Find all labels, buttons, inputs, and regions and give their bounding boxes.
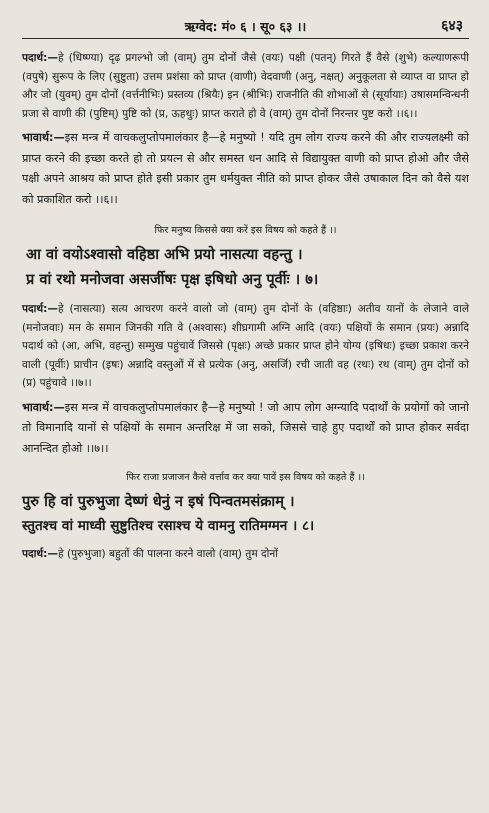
padartha-paragraph-6 [22, 49, 469, 123]
padartha-text: हे (नासत्या) सत्य आचरण करने वालो जो (वाम्) तुम दोनों के (वहिष्ठाः) अतीव यानों के लेजाने वाले (मनोजवाः) मन के समान जिनकी गति वे (अश्वासः) शीघ्रगामी अग्नि आदि (वयः) पक्षियों के समान (प्रयः) अन्नादि पदार्थ को (आ, अभि, वहन्तु) सम्मुख पहुंचावें जिससे (पृक्षः) अच्छे प्रकार प्राप्त होने योग्य (इषिधः) इच्छा प्रकाश करने वाली (पूर्वीः) प्राचीन (इषः) अन्नादि वस्तुओं में से प्रत्येक (अनु, असर्जि) रची जाती वह (रथः) रथ (वाम्) तुम दोनों को (प्र) पहुंचावे ।।७।। [22, 303, 469, 389]
bhavartha-label: भावार्थ:— [22, 131, 65, 144]
padartha-text: हे (पुरुभुजा) बहुतों की पालना करने वालो (वाम्) तुम दोनों [58, 548, 279, 560]
padartha-label: पदार्थ:— [22, 52, 58, 64]
bhavartha-paragraph-7 [22, 398, 469, 460]
verse-intro-7: फिर मनुष्य किससे क्या करें इस विषय को कहते हैं ।। [154, 225, 337, 236]
padartha-text: हे (धिष्ण्या) दृढ़ प्रगल्भो जो (वाम्) तुम दोनों जैसे (वयः) पक्षी (पतन्) गिरते हैं वैसे (शुभे) कल्याणरूपी (वपुषे) सुरूप के लिए (सुष्टुता) उत्तम प्रशंसा को प्राप्त (वाणी) वेदवाणी (अनु, नक्षत्) अनुकूलता से व्याप्त वा प्राप्त हो और जो (युवम्) तुम दोनों (वर्त्तनीभिः) प्रस्तव्य (श्रियैः) इन (श्रीभिः) राजनीति की शोभाओं से (सूर्यायाः) उषासमन्विन्धनी प्रजा से वाणी की (पुष्टिम्) पुष्टि को (प्र, ऊहथुः) प्राप्त कराते हो वे (वाम्) तुम दोनों निरन्तर पुष्ट करो ।।६।। [22, 52, 469, 120]
page-number: ६४३ [441, 18, 463, 34]
running-title: ऋग्वेद: मं० ६ । सू० ६३ ।। [184, 19, 307, 34]
bhavartha-text: इस मन्त्र में वाचकलुप्तोपमालंकार है—हे मनुष्यो ! जो आप लोग अग्न्यादि पदार्थों के प्रयोगों को जानो तो विमानादि यानों से पक्षियों के समान अन्तरिक्ष में जा सको, जिससे चाहे हुए पदार्थों को प्राप्त होकर सर्वदा आनन्दित होओ ।।७।। [22, 400, 469, 455]
padartha-label: पदार्थ:— [22, 548, 58, 560]
mantra-7-line-1: आ वां वयोऽश्वासो वहिष्ठा अभि प्रयो नासत्या वहन्तु । [26, 246, 303, 263]
bhavartha-label: भावार्थ:— [22, 400, 65, 414]
page-header [22, 12, 469, 39]
mantra-7-line-2: प्र वां रथो मनोजवा असर्जीषः पृक्ष इषिधो अनु पूर्वीः । ७। [26, 271, 319, 288]
bhavartha-text: इस मन्त्र में वाचकलुप्तोपमालंकार है—हे मनुष्यो ! यदि तुम लोग राज्य करने की और राज्यलक्ष्मी को प्राप्त करने की इच्छा करते हो तो प्रयत्न से और समस्त धन आदि से विद्यायुक्त वाणी को प्राप्त होओ और जैसे पक्षी अपने आश्रय को प्राप्त होते इसी प्रकार तुम धर्मयुक्त नीति को प्राप्त होकर जैसे उषाकाल दिन को वैसे यश को प्रकाशित करो ।।६।। [22, 131, 469, 206]
mantra-8-line-2: स्तुतश्च वां माध्वी सुष्टुतिश्च रसाश्च ये वामनु रातिमग्मन । ८। [22, 518, 315, 534]
padartha-label: पदार्थ:— [22, 303, 58, 315]
mantra-8-line-1: पुरु हि वां पुरुभुजा देष्णं धेनुं न इषं पिन्वतमसंक्राम् । [22, 493, 295, 510]
padartha-paragraph-8 [22, 545, 469, 564]
verse-intro-8: फिर राजा प्रजाजन कैसे वर्त्ताव कर क्या पावें इस विषय को कहते हैं ।। [126, 472, 365, 483]
padartha-paragraph-7 [22, 300, 469, 393]
bhavartha-paragraph-6 [22, 128, 469, 210]
